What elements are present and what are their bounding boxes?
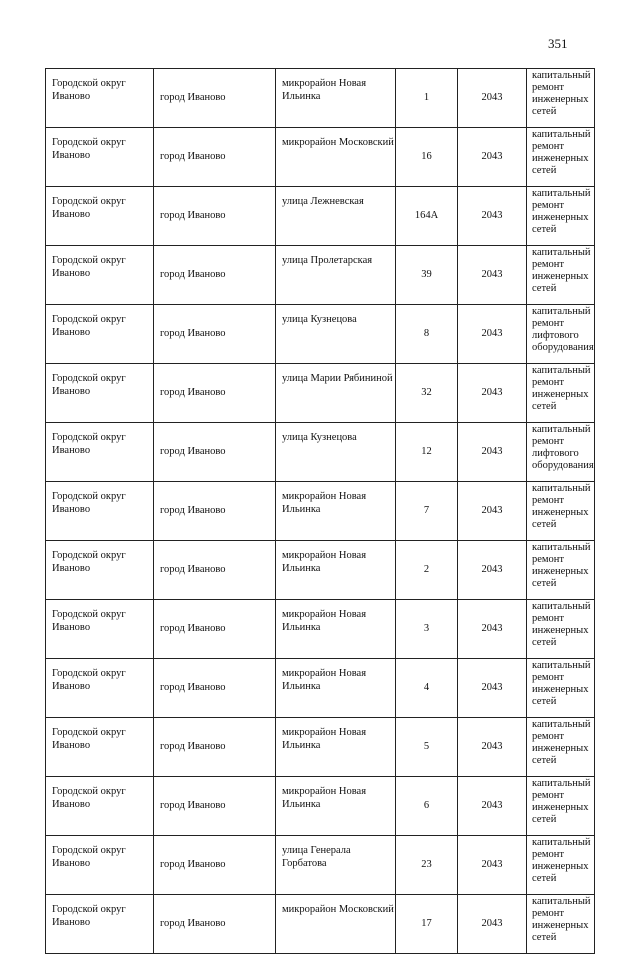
cell-year: 2043	[458, 777, 527, 836]
cell-street: микрорайон Новая Ильинка	[276, 69, 396, 128]
cell-city: город Иваново	[154, 777, 276, 836]
cell-house: 164А	[396, 187, 458, 246]
cell-work: капитальный ремонт лифтового оборудования	[527, 305, 595, 364]
cell-okrug: Городской округ Иваново	[46, 482, 154, 541]
page-number: 351	[548, 36, 568, 51]
cell-street: улица Кузнецова	[276, 423, 396, 482]
cell-work: капитальный ремонт инженерных сетей	[527, 246, 595, 305]
cell-okrug: Городской округ Иваново	[46, 128, 154, 187]
cell-okrug: Городской округ Иваново	[46, 187, 154, 246]
cell-house: 6	[396, 777, 458, 836]
cell-city: город Иваново	[154, 482, 276, 541]
cell-street: микрорайон Новая Ильинка	[276, 659, 396, 718]
cell-okrug: Городской округ Иваново	[46, 659, 154, 718]
cell-house: 17	[396, 895, 458, 954]
cell-okrug: Городской округ Иваново	[46, 246, 154, 305]
table-row	[46, 364, 595, 423]
cell-work: капитальный ремонт инженерных сетей	[527, 69, 595, 128]
cell-work: капитальный ремонт лифтового оборудования	[527, 423, 595, 482]
cell-street: улица Пролетарская	[276, 246, 396, 305]
cell-city: город Иваново	[154, 246, 276, 305]
cell-work: капитальный ремонт инженерных сетей	[527, 777, 595, 836]
cell-street: микрорайон Московский	[276, 128, 396, 187]
cell-year: 2043	[458, 364, 527, 423]
cell-street: микрорайон Новая Ильинка	[276, 482, 396, 541]
cell-okrug: Городской округ Иваново	[46, 69, 154, 128]
cell-city: город Иваново	[154, 836, 276, 895]
cell-okrug: Городской округ Иваново	[46, 541, 154, 600]
table-row	[46, 541, 595, 600]
cell-okrug: Городской округ Иваново	[46, 305, 154, 364]
cell-house: 32	[396, 364, 458, 423]
cell-house: 23	[396, 836, 458, 895]
cell-okrug: Городской округ Иваново	[46, 600, 154, 659]
cell-work: капитальный ремонт инженерных сетей	[527, 600, 595, 659]
cell-house: 16	[396, 128, 458, 187]
cell-okrug: Городской округ Иваново	[46, 895, 154, 954]
cell-work: капитальный ремонт инженерных сетей	[527, 364, 595, 423]
table-row	[46, 69, 595, 128]
cell-street: микрорайон Московский	[276, 895, 396, 954]
table-row	[46, 895, 595, 954]
cell-street: микрорайон Новая Ильинка	[276, 777, 396, 836]
cell-year: 2043	[458, 659, 527, 718]
table-row	[46, 777, 595, 836]
cell-house: 39	[396, 246, 458, 305]
cell-year: 2043	[458, 895, 527, 954]
cell-work: капитальный ремонт инженерных сетей	[527, 836, 595, 895]
cell-city: город Иваново	[154, 364, 276, 423]
cell-street: микрорайон Новая Ильинка	[276, 541, 396, 600]
cell-okrug: Городской округ Иваново	[46, 777, 154, 836]
cell-okrug: Городской округ Иваново	[46, 423, 154, 482]
cell-city: город Иваново	[154, 600, 276, 659]
table-row	[46, 423, 595, 482]
cell-city: город Иваново	[154, 541, 276, 600]
cell-work: капитальный ремонт инженерных сетей	[527, 895, 595, 954]
table-row	[46, 836, 595, 895]
cell-year: 2043	[458, 305, 527, 364]
cell-house: 7	[396, 482, 458, 541]
cell-house: 2	[396, 541, 458, 600]
cell-okrug: Городской округ Иваново	[46, 364, 154, 423]
cell-year: 2043	[458, 836, 527, 895]
cell-year: 2043	[458, 69, 527, 128]
cell-house: 3	[396, 600, 458, 659]
cell-work: капитальный ремонт инженерных сетей	[527, 482, 595, 541]
cell-okrug: Городской округ Иваново	[46, 718, 154, 777]
cell-house: 8	[396, 305, 458, 364]
cell-street: улица Генерала Горбатова	[276, 836, 396, 895]
cell-house: 4	[396, 659, 458, 718]
cell-year: 2043	[458, 718, 527, 777]
cell-house: 12	[396, 423, 458, 482]
cell-house: 5	[396, 718, 458, 777]
cell-work: капитальный ремонт инженерных сетей	[527, 718, 595, 777]
cell-work: капитальный ремонт инженерных сетей	[527, 541, 595, 600]
cell-okrug: Городской округ Иваново	[46, 836, 154, 895]
registry-table-body	[46, 69, 595, 954]
registry-table	[45, 68, 595, 954]
cell-house: 1	[396, 69, 458, 128]
table-row	[46, 600, 595, 659]
cell-year: 2043	[458, 128, 527, 187]
table-row	[46, 128, 595, 187]
cell-street: микрорайон Новая Ильинка	[276, 600, 396, 659]
cell-year: 2043	[458, 246, 527, 305]
cell-city: город Иваново	[154, 305, 276, 364]
cell-city: город Иваново	[154, 659, 276, 718]
cell-work: капитальный ремонт инженерных сетей	[527, 128, 595, 187]
cell-street: микрорайон Новая Ильинка	[276, 718, 396, 777]
cell-city: город Иваново	[154, 895, 276, 954]
table-row	[46, 482, 595, 541]
cell-year: 2043	[458, 423, 527, 482]
table-row	[46, 305, 595, 364]
cell-street: улица Лежневская	[276, 187, 396, 246]
cell-year: 2043	[458, 541, 527, 600]
table-row	[46, 246, 595, 305]
cell-city: город Иваново	[154, 423, 276, 482]
table-row	[46, 187, 595, 246]
cell-street: улица Кузнецова	[276, 305, 396, 364]
cell-street: улица Марии Рябининой	[276, 364, 396, 423]
cell-city: город Иваново	[154, 718, 276, 777]
cell-city: город Иваново	[154, 69, 276, 128]
cell-year: 2043	[458, 187, 527, 246]
cell-year: 2043	[458, 482, 527, 541]
table-row	[46, 718, 595, 777]
cell-work: капитальный ремонт инженерных сетей	[527, 187, 595, 246]
cell-city: город Иваново	[154, 128, 276, 187]
cell-work: капитальный ремонт инженерных сетей	[527, 659, 595, 718]
cell-year: 2043	[458, 600, 527, 659]
table-row	[46, 659, 595, 718]
cell-city: город Иваново	[154, 187, 276, 246]
